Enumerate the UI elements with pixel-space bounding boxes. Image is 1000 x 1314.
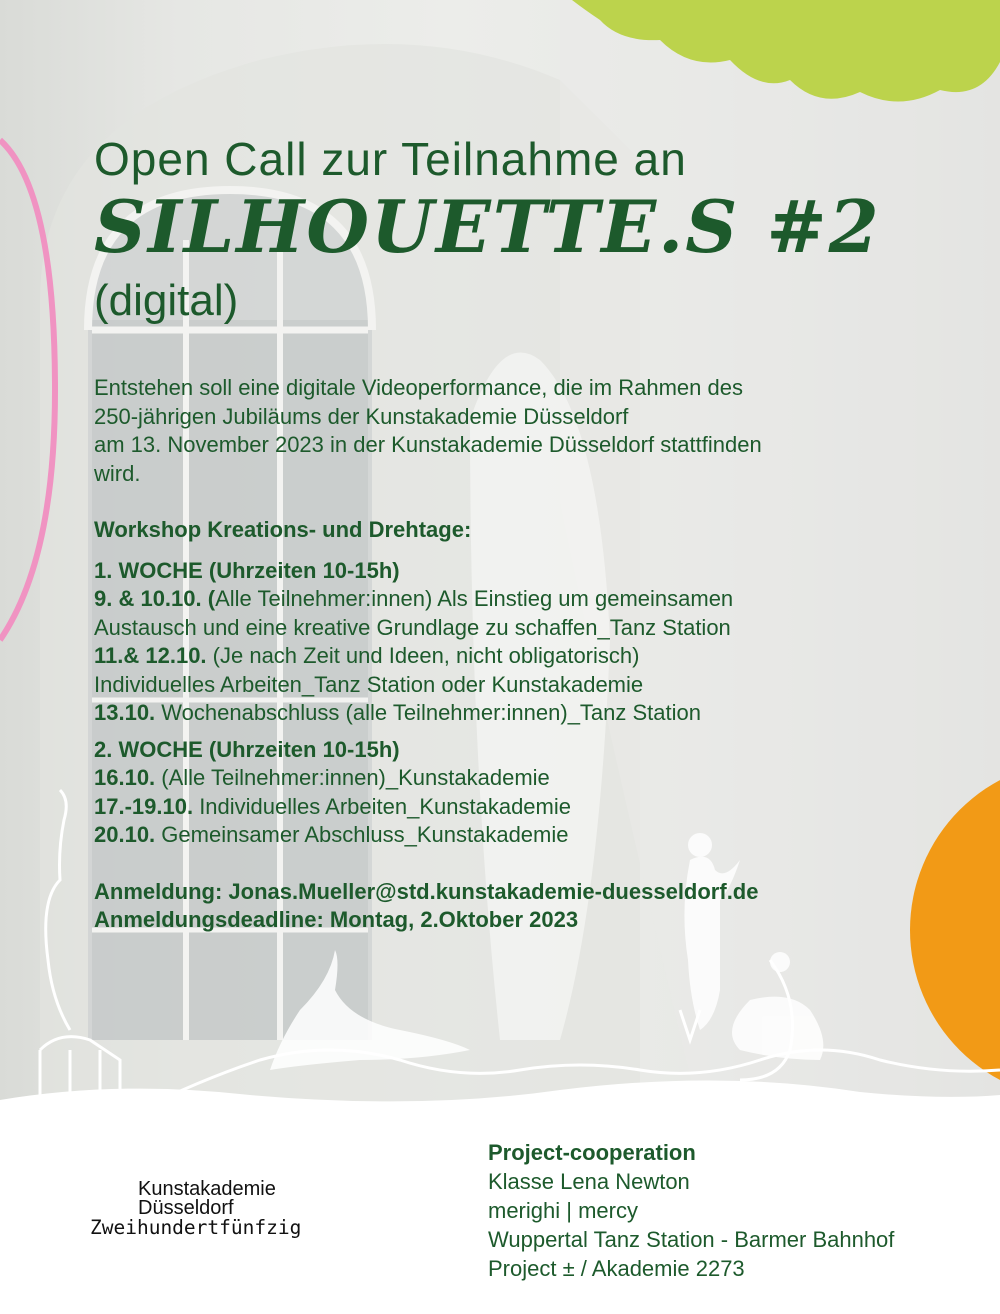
schedule-date: 17.-19.10. bbox=[94, 793, 200, 819]
schedule-date: 13.10. bbox=[94, 700, 162, 725]
academy-logo bbox=[90, 1180, 301, 1237]
schedule-text: (Je nach Zeit und Ideen, nicht obligatorisch) bbox=[212, 643, 640, 668]
intro-line: wird. bbox=[94, 460, 141, 486]
registration-email: Anmeldung: Jonas.Mueller@std.kunstakademie-duesseldorf.de bbox=[94, 878, 759, 904]
schedule-date: 20.10. bbox=[94, 822, 162, 847]
cooperation-partner: merighi | mercy bbox=[488, 1198, 638, 1223]
schedule-text: (Alle Teilnehmer:innen)_Kunstakademie bbox=[161, 765, 550, 790]
schedule-line bbox=[94, 585, 974, 614]
format-label: (digital) bbox=[94, 276, 239, 325]
schedule-text: Austausch und eine kreative Grundlage zu schaffen_Tanz Station bbox=[94, 614, 731, 640]
logo-line: Kunstakademie bbox=[138, 1178, 276, 1200]
schedule-line bbox=[94, 642, 974, 671]
schedule-text: Wochenabschluss (alle Teilnehmer:innen)_Tanz Station bbox=[161, 700, 702, 725]
schedule-date: 16.10. bbox=[94, 765, 162, 790]
logo-line: Düsseldorf bbox=[138, 1197, 234, 1219]
schedule-line bbox=[94, 699, 974, 728]
open-call-line: Open Call zur Teilnahme an bbox=[94, 133, 687, 185]
schedule-line bbox=[94, 671, 974, 700]
schedule-date: 9. & 10.10. ( bbox=[94, 586, 216, 611]
logo-line: Zweihundertfünfzig bbox=[90, 1216, 302, 1239]
cooperation-partner: Klasse Lena Newton bbox=[488, 1169, 690, 1194]
workshop-heading: Workshop Kreations- und Drehtage: bbox=[94, 517, 472, 542]
week1-heading: 1. WOCHE (Uhrzeiten 10-15h) bbox=[94, 557, 400, 583]
intro-line: 250-jährigen Jubiläums der Kunstakademie Düsseldorf bbox=[94, 403, 629, 429]
event-title: SILHOUETTE.S #2 bbox=[94, 184, 881, 269]
cooperation-heading: Project-cooperation bbox=[488, 1140, 696, 1165]
cooperation-partner: Wuppertal Tanz Station - Barmer Bahnhof bbox=[488, 1227, 895, 1252]
registration-deadline: Anmeldungsdeadline: Montag, 2.Oktober 2023 bbox=[94, 907, 579, 932]
schedule-line bbox=[94, 614, 974, 643]
schedule-line bbox=[94, 764, 974, 793]
schedule-text: Gemeinsamer Abschluss_Kunstakademie bbox=[161, 822, 569, 847]
project-cooperation bbox=[488, 1138, 894, 1283]
schedule-text: Individuelles Arbeiten_Kunstakademie bbox=[199, 793, 571, 819]
schedule-date: 11.& 12.10. bbox=[94, 643, 213, 668]
intro-line: am 13. November 2023 in der Kunstakademie Düsseldorf stattfinden bbox=[94, 432, 762, 457]
announcement-body bbox=[94, 374, 974, 935]
schedule-line bbox=[94, 821, 974, 850]
cooperation-partner: Project ± / Akademie 2273 bbox=[488, 1256, 745, 1281]
schedule-text: Individuelles Arbeiten_Tanz Station oder Kunstakademie bbox=[94, 671, 644, 697]
intro-line: Entstehen soll eine digitale Videoperformance, die im Rahmen des bbox=[94, 375, 743, 400]
week2-heading: 2. WOCHE (Uhrzeiten 10-15h) bbox=[94, 736, 400, 762]
schedule-text: Alle Teilnehmer:innen) Als Einstieg um gemeinsamen bbox=[215, 586, 734, 611]
schedule-line bbox=[94, 793, 974, 822]
